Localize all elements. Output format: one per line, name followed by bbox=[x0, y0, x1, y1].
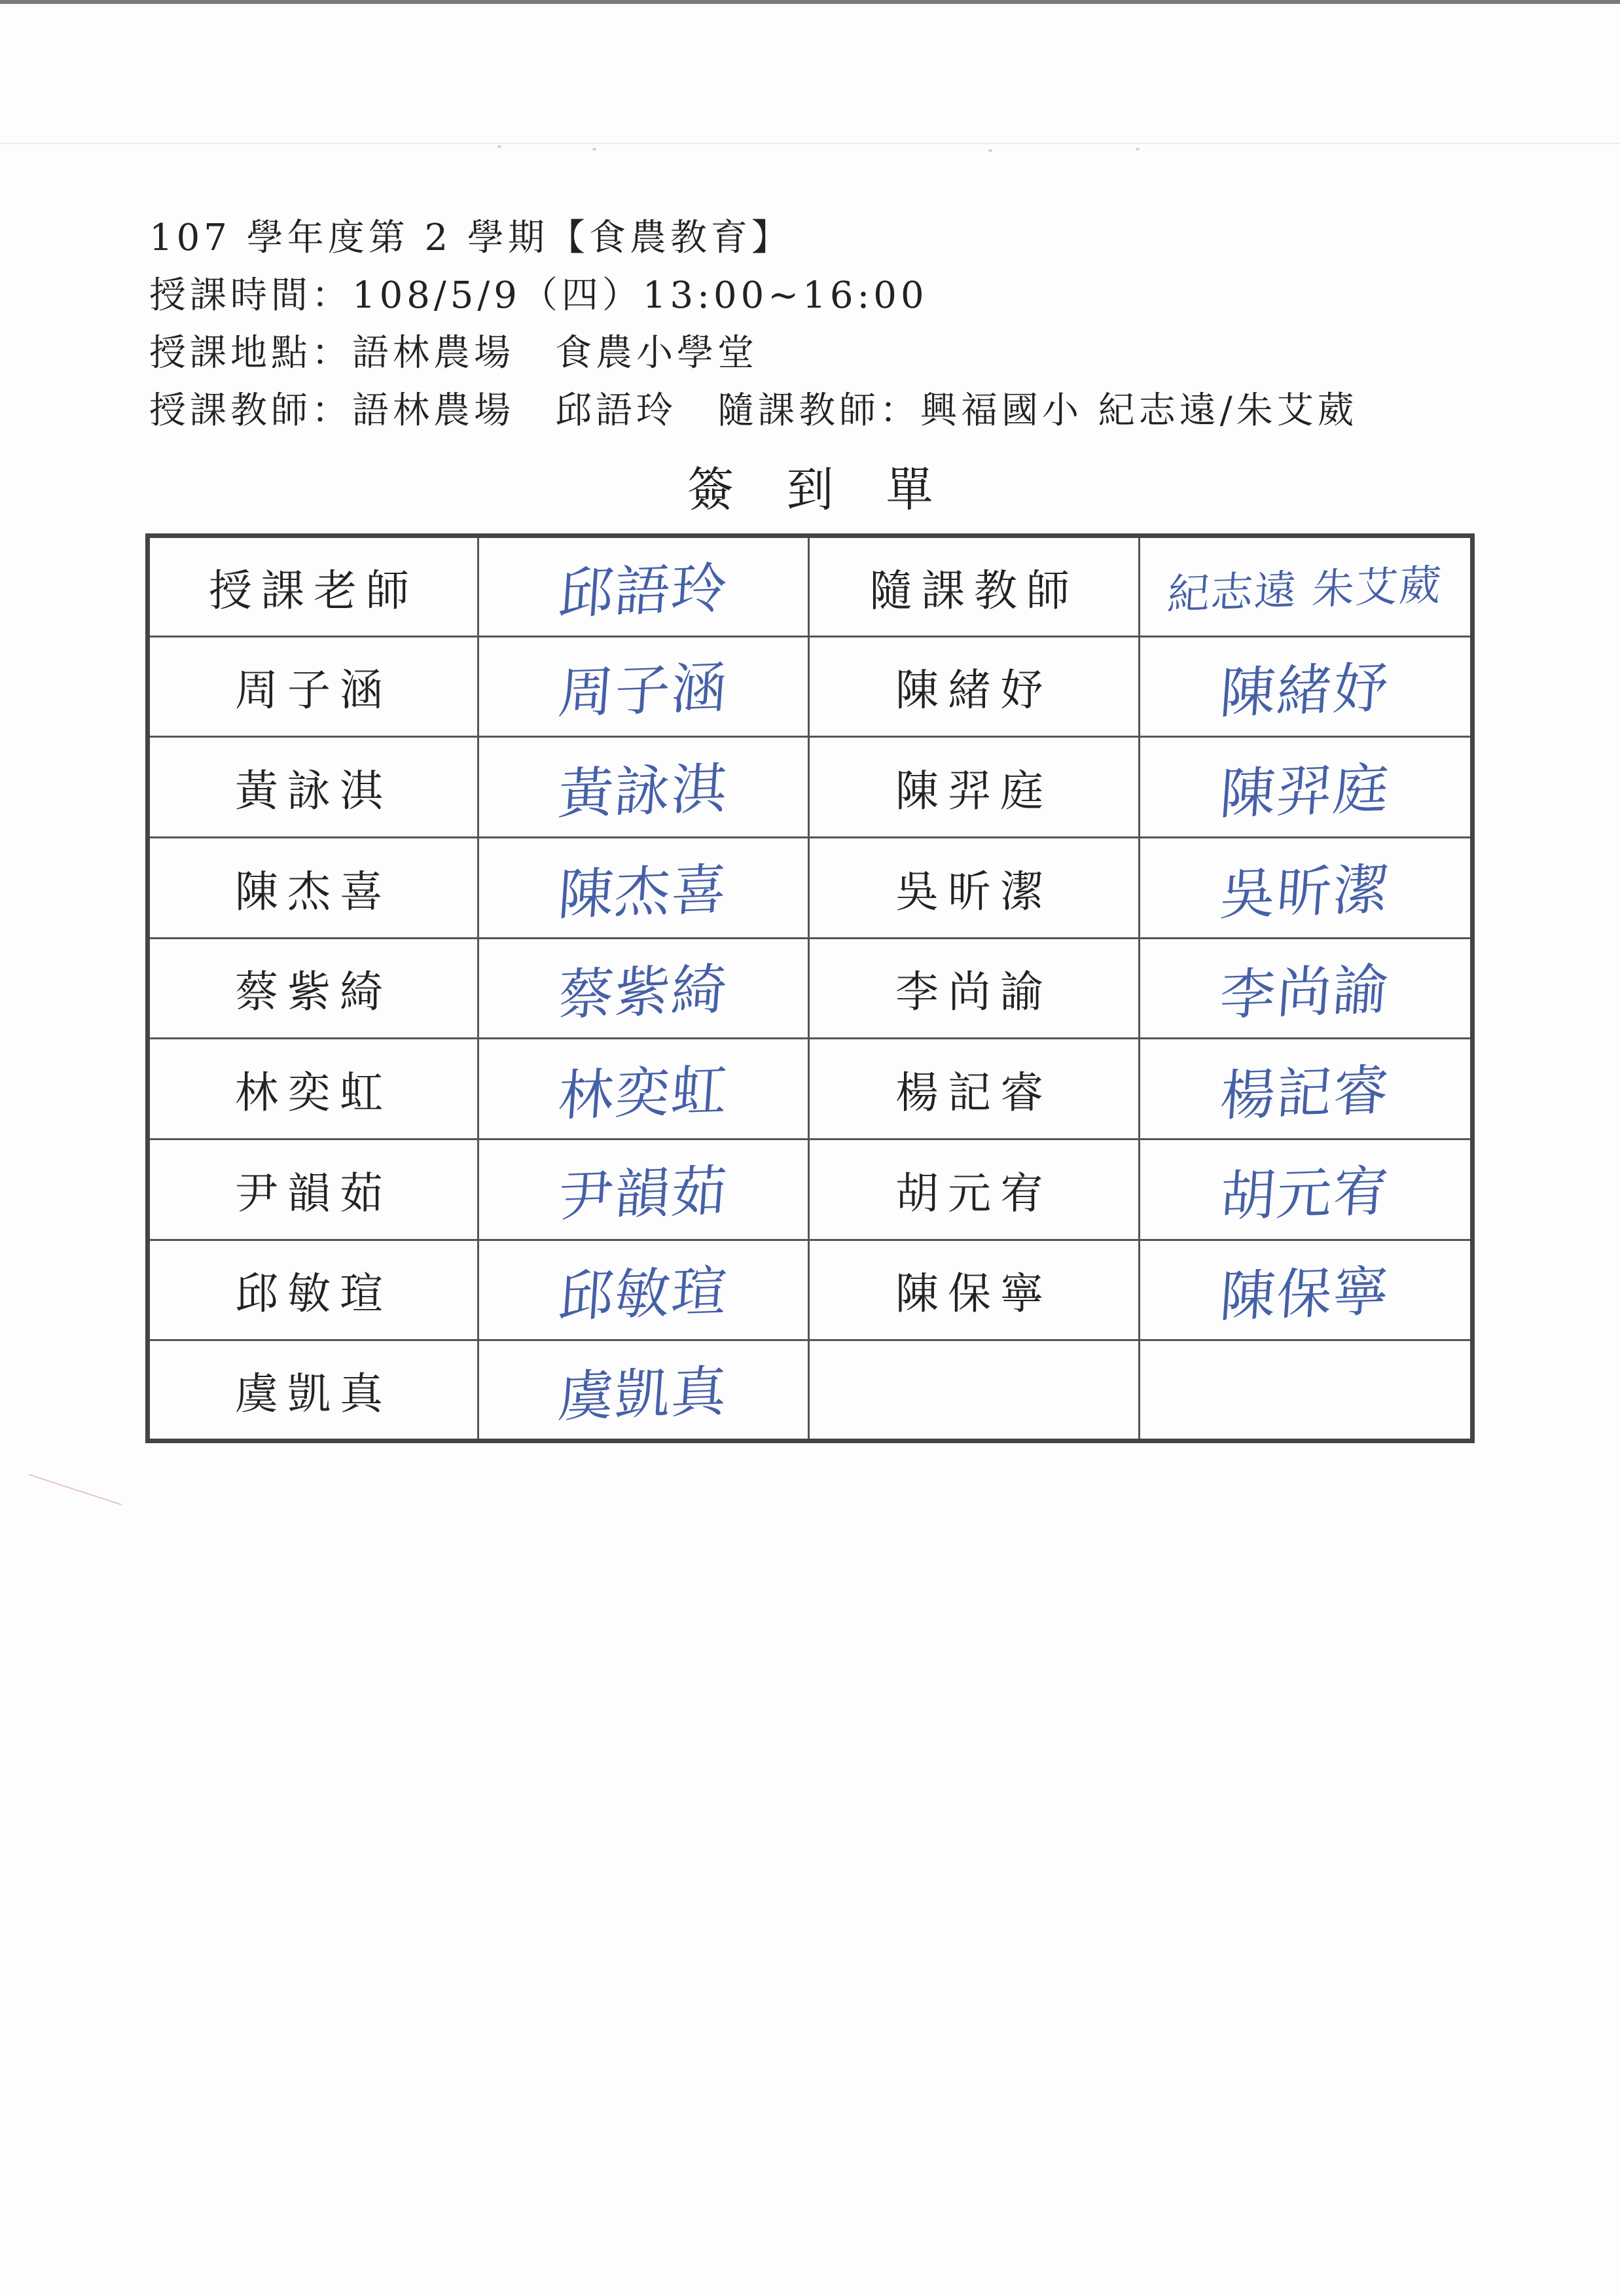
printed-name: 陳緒妤 bbox=[895, 665, 1053, 716]
printed-name: 黃詠淇 bbox=[235, 766, 392, 817]
class-teachers: 授課教師：語林農場 邱語玲 隨課教師：興福國小 紀志遠/朱艾葳 bbox=[149, 389, 1358, 432]
handwritten-signature: 楊記睿 bbox=[1217, 1058, 1392, 1128]
signature-cell bbox=[1140, 636, 1473, 737]
class-time: 授課時間：108/5/9（四）13:00~16:00 bbox=[149, 274, 928, 317]
signature-cell bbox=[1140, 1039, 1473, 1139]
printed-name: 陳杰喜 bbox=[235, 866, 392, 917]
name-cell bbox=[148, 1139, 478, 1240]
signature-cell bbox=[1140, 1139, 1473, 1240]
table-row bbox=[148, 737, 1473, 838]
name-cell bbox=[809, 737, 1140, 838]
printed-name: 陳羿庭 bbox=[895, 766, 1053, 817]
printed-name: 楊記睿 bbox=[895, 1067, 1053, 1119]
printed-name: 邱敏瑄 bbox=[235, 1268, 392, 1319]
scan-artifact-line bbox=[0, 143, 1620, 144]
name-cell bbox=[809, 1340, 1140, 1441]
printed-name: 吳昕潔 bbox=[895, 866, 1053, 917]
signature-cell bbox=[1140, 837, 1473, 938]
printed-name: 尹韻茹 bbox=[235, 1168, 392, 1219]
document-header bbox=[149, 209, 1524, 440]
handwritten-signature: 邱敏瑄 bbox=[556, 1259, 730, 1329]
scan-edge bbox=[0, 0, 1620, 4]
handwritten-signature: 胡元宥 bbox=[1217, 1158, 1392, 1229]
signature-cell bbox=[1140, 536, 1473, 637]
table-row bbox=[148, 1139, 1473, 1240]
printed-name: 虞凱真 bbox=[235, 1369, 392, 1420]
table-row bbox=[148, 1039, 1473, 1139]
signature-cell bbox=[1140, 737, 1473, 838]
printed-name: 隨課教師 bbox=[869, 565, 1079, 616]
name-cell bbox=[148, 938, 478, 1039]
table-row bbox=[148, 938, 1473, 1039]
printed-name: 周子涵 bbox=[235, 665, 392, 716]
name-cell bbox=[148, 536, 478, 637]
name-cell bbox=[809, 1139, 1140, 1240]
printed-name: 胡元宥 bbox=[895, 1168, 1053, 1219]
name-cell bbox=[148, 1340, 478, 1441]
signature-cell bbox=[478, 636, 809, 737]
handwritten-signature: 陳羿庭 bbox=[1217, 756, 1392, 827]
scan-speck bbox=[988, 149, 992, 152]
signature-cell bbox=[478, 837, 809, 938]
signature-cell bbox=[478, 1039, 809, 1139]
scan-speck bbox=[497, 145, 501, 148]
printed-name: 陳保寧 bbox=[895, 1268, 1053, 1319]
table-row bbox=[148, 1340, 1473, 1441]
signature-cell bbox=[478, 536, 809, 637]
class-location: 授課地點：語林農場 食農小學堂 bbox=[149, 332, 758, 374]
signature-cell bbox=[478, 1139, 809, 1240]
course-title: 107 學年度第 2 學期【食農教育】 bbox=[149, 217, 792, 259]
handwritten-signature: 陳緒妤 bbox=[1217, 656, 1392, 726]
signature-cell bbox=[478, 938, 809, 1039]
printed-name: 林奕虹 bbox=[235, 1067, 392, 1119]
signature-cell bbox=[478, 1340, 809, 1441]
name-cell bbox=[148, 636, 478, 737]
table-row bbox=[148, 1240, 1473, 1340]
handwritten-signature: 紀志遠 朱艾葳 bbox=[1166, 562, 1444, 620]
signature-cell bbox=[1140, 1240, 1473, 1340]
name-cell bbox=[148, 1039, 478, 1139]
printed-name: 李尚諭 bbox=[895, 967, 1053, 1018]
handwritten-signature: 尹韻茹 bbox=[556, 1158, 730, 1229]
printed-name: 蔡紫綺 bbox=[235, 967, 392, 1018]
sheet-title: 簽到單 bbox=[687, 462, 986, 517]
scan-stray-mark bbox=[28, 1474, 122, 1505]
scan-speck bbox=[1136, 148, 1140, 151]
name-cell bbox=[809, 938, 1140, 1039]
handwritten-signature: 李尚諭 bbox=[1217, 957, 1392, 1028]
name-cell bbox=[148, 737, 478, 838]
table-row bbox=[148, 536, 1473, 637]
name-cell bbox=[148, 1240, 478, 1340]
signature-cell bbox=[478, 737, 809, 838]
handwritten-signature: 黃詠淇 bbox=[556, 756, 730, 827]
scan-speck bbox=[592, 148, 596, 151]
signature-cell bbox=[1140, 938, 1473, 1039]
handwritten-signature: 周子涵 bbox=[556, 656, 730, 726]
signature-cell bbox=[478, 1240, 809, 1340]
table-row bbox=[148, 636, 1473, 737]
handwritten-signature: 林奕虹 bbox=[556, 1058, 730, 1128]
signature-cell bbox=[1140, 1340, 1473, 1441]
sign-in-table bbox=[145, 533, 1475, 1443]
name-cell bbox=[809, 837, 1140, 938]
name-cell bbox=[148, 837, 478, 938]
name-cell bbox=[809, 1039, 1140, 1139]
handwritten-signature: 虞凱真 bbox=[556, 1359, 730, 1429]
printed-name: 授課老師 bbox=[209, 565, 418, 616]
handwritten-signature: 邱語玲 bbox=[556, 556, 730, 626]
name-cell bbox=[809, 536, 1140, 637]
name-cell bbox=[809, 1240, 1140, 1340]
handwritten-signature: 蔡紫綺 bbox=[556, 957, 730, 1028]
name-cell bbox=[809, 636, 1140, 737]
handwritten-signature: 陳保寧 bbox=[1217, 1259, 1392, 1329]
table-row bbox=[148, 837, 1473, 938]
handwritten-signature: 吳昕潔 bbox=[1217, 857, 1392, 927]
handwritten-signature: 陳杰喜 bbox=[556, 857, 730, 927]
